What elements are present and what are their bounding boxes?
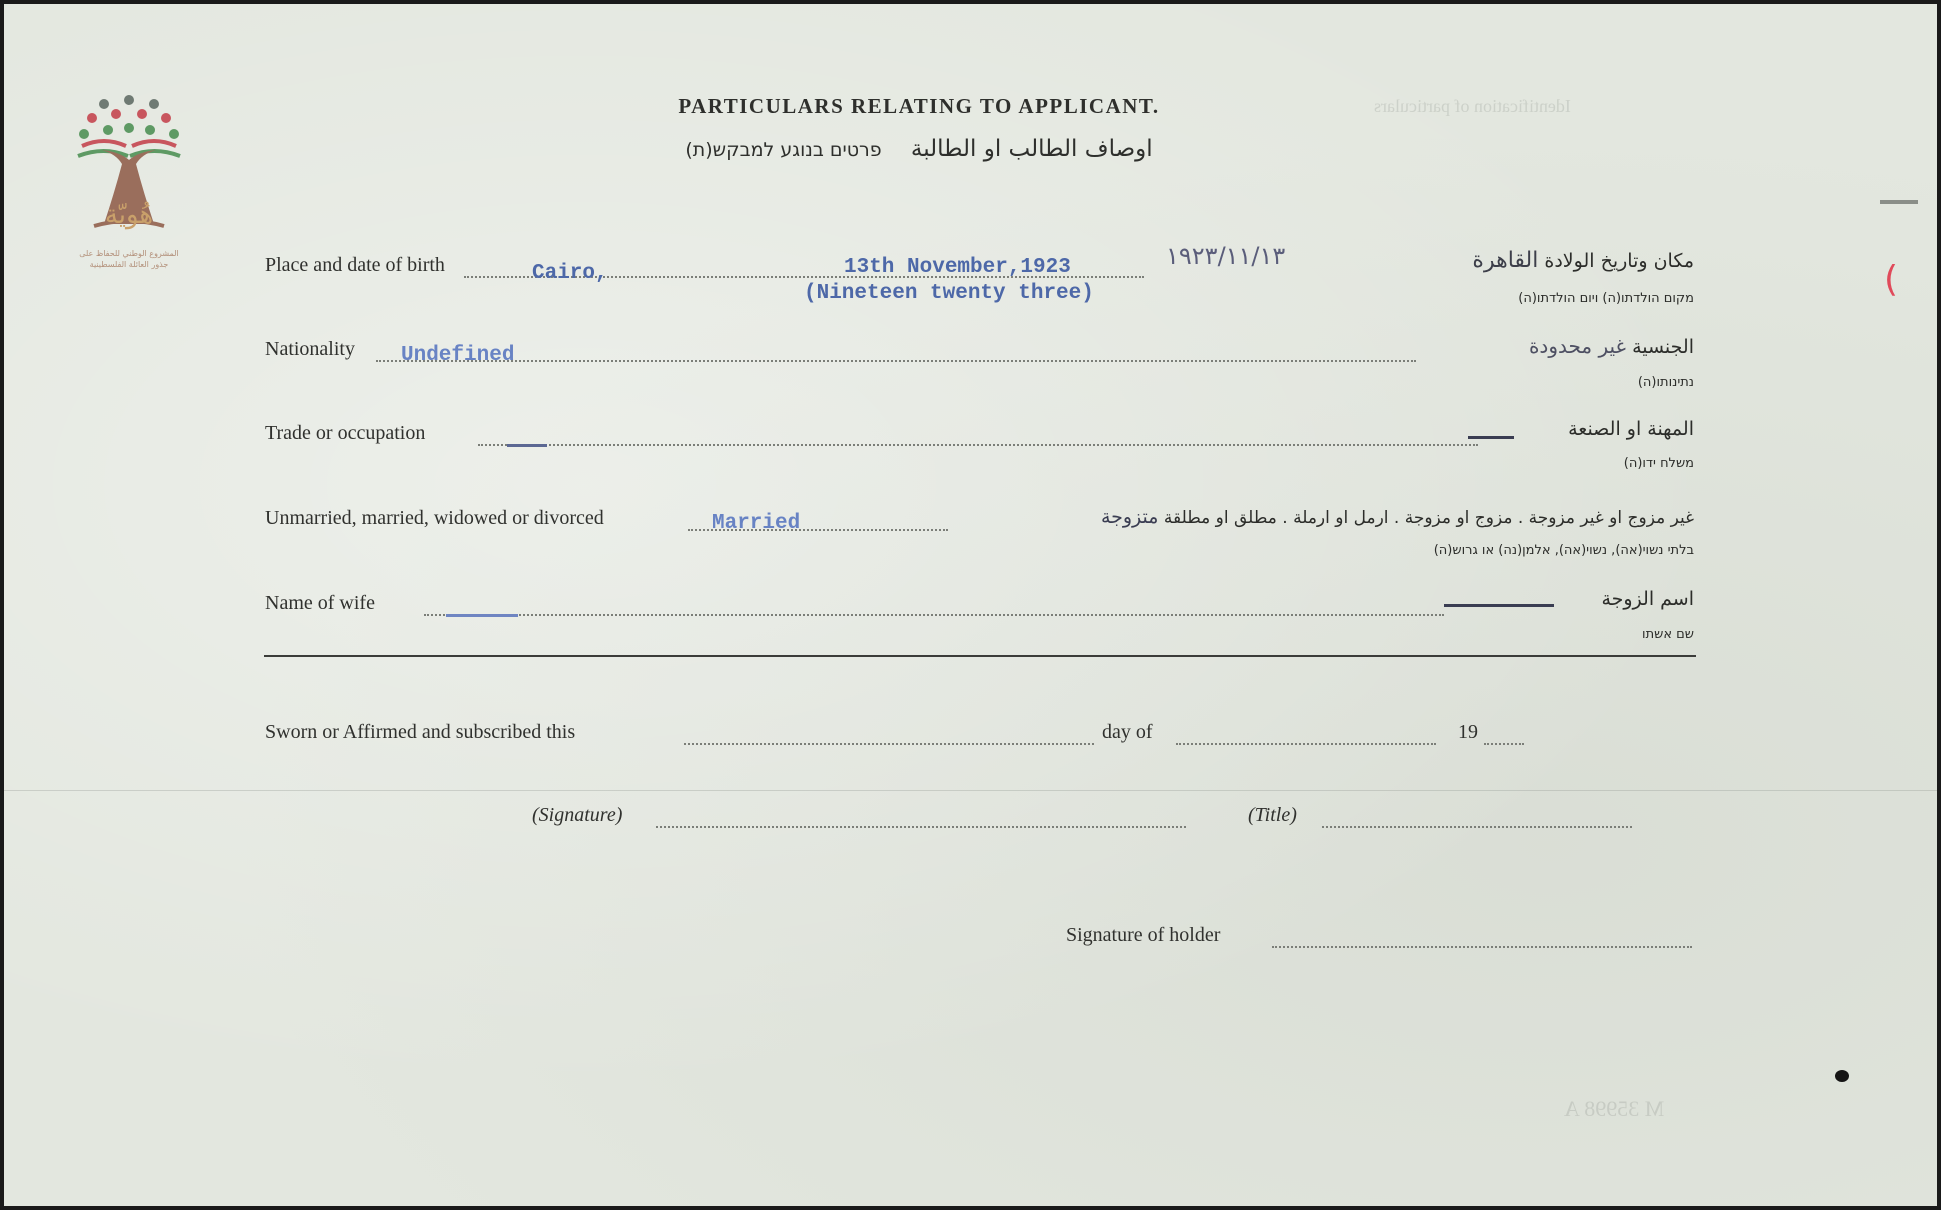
- wife-label-he: שם אשתו: [1642, 627, 1694, 642]
- occupation-dash-ar: [1468, 436, 1514, 439]
- birth-label-ar: مكان وتاريخ الولادة القاهرة: [1472, 248, 1694, 273]
- marital-value: Married: [712, 512, 801, 535]
- signature-dotline: [656, 826, 1186, 828]
- form-subtitle: اوصاف الطالب او الطالبة פרטים בנוגע למבקש(ת): [685, 136, 1153, 162]
- logo-name: هُويّة: [104, 200, 154, 230]
- wife-dash-ar: [1444, 604, 1554, 607]
- logo-subtitle: المشروع الوطني للحفاظ على جذور العائلة الفلسطينية: [79, 249, 179, 269]
- occupation-label-he: משלח ידו(ה): [1623, 456, 1694, 471]
- day-of-label: day of: [1102, 721, 1153, 743]
- holder-signature-label: Signature of holder: [1066, 924, 1221, 946]
- red-mark: (: [1884, 259, 1899, 300]
- marital-label-he: בלתי נשוי(אה), נשוי(אה), אלמן(נה) או גרוש(ה): [1433, 543, 1694, 558]
- birth-label: Place and date of birth: [265, 254, 445, 276]
- form-title: PARTICULARS RELATING TO APPLICANT.: [678, 94, 1160, 118]
- occupation-label: Trade or occupation: [265, 422, 426, 444]
- sworn-dotline: [684, 743, 1094, 745]
- nationality-label: Nationality: [265, 338, 355, 360]
- year-dotline: [1484, 743, 1524, 745]
- ink-dot: [1835, 1070, 1849, 1082]
- nationality-dotline: [376, 360, 1416, 362]
- birth-date-value: 13th November,1923: [844, 256, 1071, 279]
- document-page: [4, 4, 1937, 1206]
- birth-date-handwritten: ١٩٢٣/١١/١٣: [1166, 242, 1286, 270]
- wife-label: Name of wife: [265, 592, 375, 614]
- holder-signature-dotline: [1272, 946, 1692, 948]
- marital-label-ar: غير مزوج او غير مزوجة . مزوج او مزوجة . ارمل او ارملة . مطلق او مطلقة متزوجة: [1100, 506, 1694, 528]
- wife-dotline: [424, 614, 1444, 616]
- occupation-dash: [507, 444, 547, 447]
- day-of-dotline: [1176, 743, 1436, 745]
- title-label: (Title): [1248, 804, 1297, 826]
- marital-label: Unmarried, married, widowed or divorced: [265, 507, 604, 529]
- sworn-label: Sworn or Affirmed and subscribed this: [265, 721, 576, 743]
- occupation-label-ar: المهنة او الصنعة: [1568, 418, 1694, 440]
- birth-date-words: (Nineteen twenty three): [804, 282, 1094, 305]
- wife-label-ar: اسم الزوجة: [1601, 588, 1694, 610]
- birth-place-value: Cairo,: [532, 262, 608, 285]
- occupation-dotline: [478, 444, 1478, 446]
- bleed-through-heading: Identification of particulars: [1374, 96, 1571, 116]
- nationality-label-ar: الجنسية غير محدودة: [1528, 334, 1694, 358]
- title-dotline: [1322, 826, 1632, 828]
- edge-mark: [1880, 200, 1918, 204]
- fold-line: [4, 790, 1937, 791]
- nationality-label-he: נתינותו(ה): [1637, 375, 1694, 390]
- signature-label: (Signature): [532, 804, 623, 826]
- bleed-through-serial: M 35998 A: [1564, 1096, 1665, 1121]
- wife-dash: [446, 614, 518, 617]
- year-prefix: 19: [1458, 721, 1478, 743]
- nationality-value: Undefined: [401, 344, 515, 367]
- section-divider: [264, 655, 1696, 657]
- birth-label-he: מקום הולדתו(ה) ויום הולדתו(ה): [1518, 291, 1694, 306]
